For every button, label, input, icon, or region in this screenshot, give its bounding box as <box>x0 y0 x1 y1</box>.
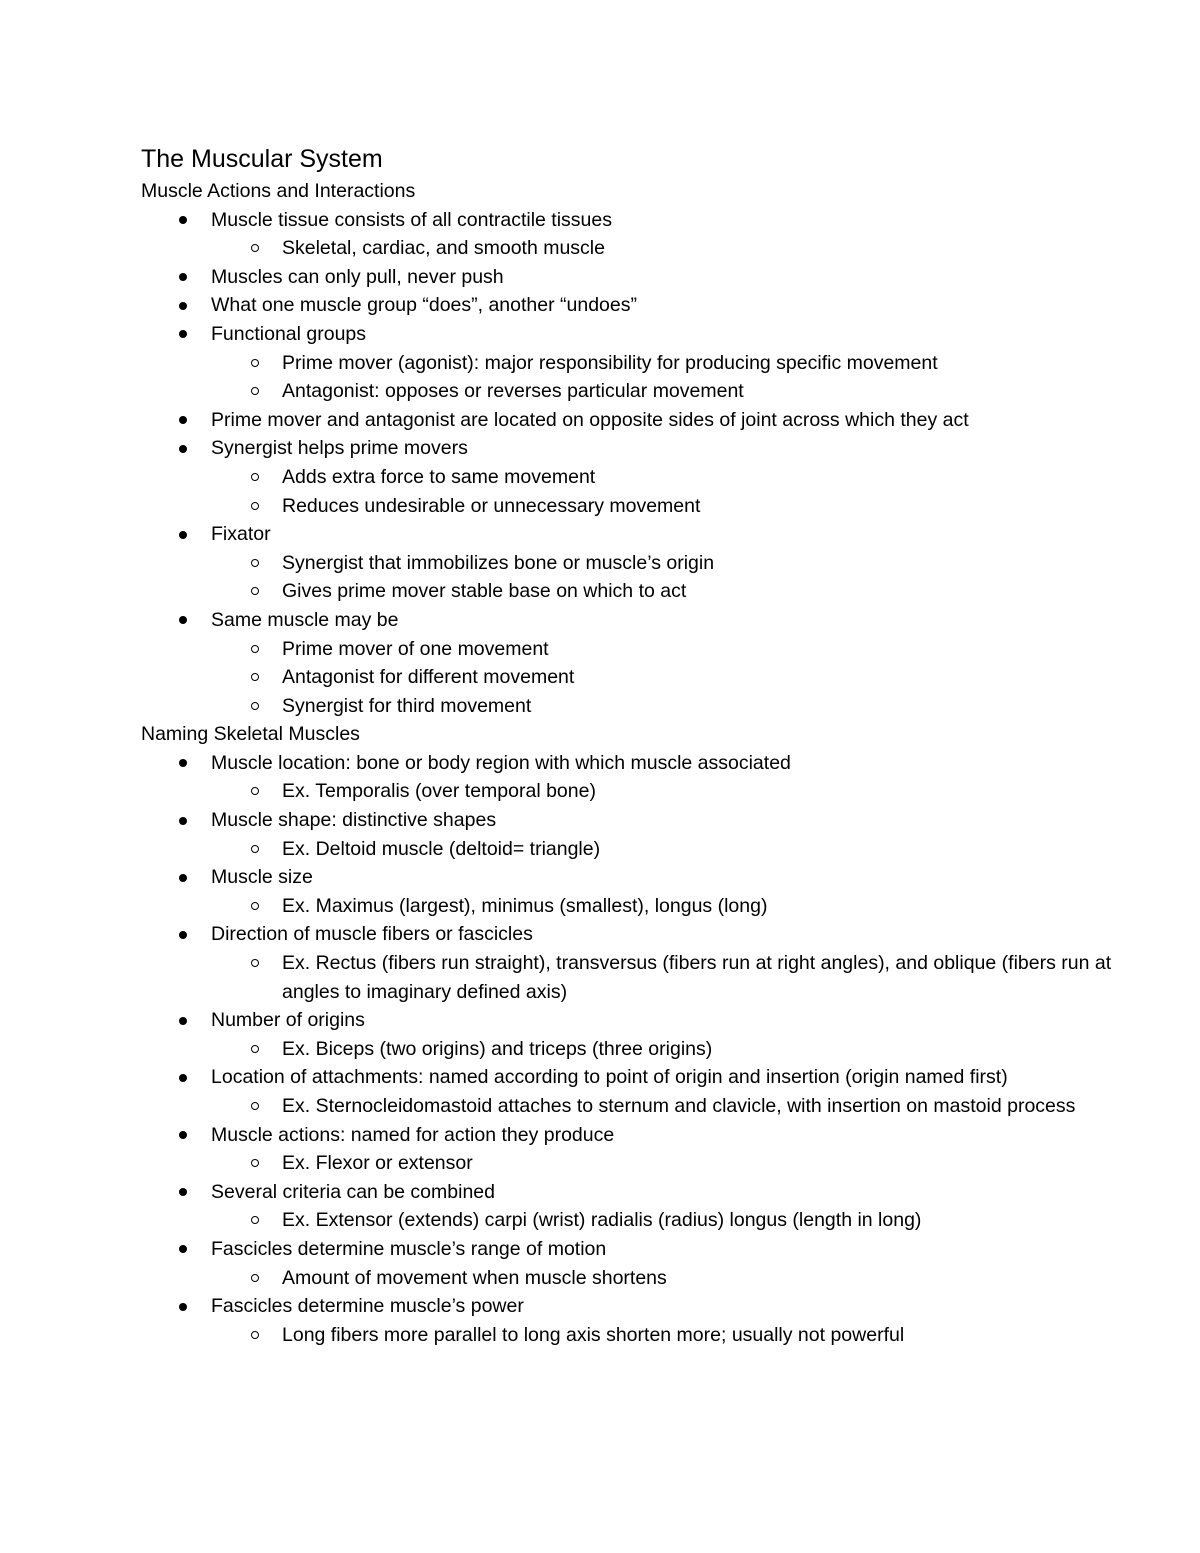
sub-list-item-text: Ex. Temporalis (over temporal bone) <box>282 780 596 803</box>
list-item-text: Muscle tissue consists of all contractile tissues <box>211 208 612 231</box>
sub-bullet-list <box>211 1321 1141 1350</box>
sub-list-item <box>211 1092 1141 1121</box>
hollow-bullet-icon <box>251 845 259 853</box>
sub-list-item-text: Antagonist for different movement <box>282 666 575 689</box>
sub-list-item <box>211 1206 1141 1235</box>
hollow-bullet-icon <box>251 502 259 510</box>
sub-bullet-list <box>211 635 1141 721</box>
section-heading: Muscle Actions and Interactions <box>141 180 416 202</box>
sub-list-item <box>211 1264 1141 1293</box>
list-item-text: Muscle size <box>211 866 313 889</box>
sub-list-item <box>211 1321 1141 1350</box>
list-item-text: Several criteria can be combined <box>211 1180 495 1203</box>
filled-bullet-icon <box>179 874 187 882</box>
sub-bullet-list <box>211 892 1141 921</box>
hollow-bullet-icon <box>251 673 259 681</box>
hollow-bullet-icon <box>251 1216 259 1224</box>
hollow-bullet-icon <box>251 559 259 567</box>
list-item <box>141 520 1141 606</box>
hollow-bullet-icon <box>251 1102 259 1110</box>
hollow-bullet-icon <box>251 244 259 252</box>
hollow-bullet-icon <box>251 1274 259 1282</box>
sub-list-item <box>211 663 1141 692</box>
hollow-bullet-icon <box>251 359 259 367</box>
hollow-bullet-icon <box>251 473 259 481</box>
sub-list-item <box>211 635 1141 664</box>
sub-bullet-list <box>211 835 1141 864</box>
list-item-text: Muscles can only pull, never push <box>211 265 504 288</box>
list-item <box>141 1178 1141 1235</box>
sub-bullet-list <box>211 349 1141 406</box>
filled-bullet-icon <box>179 330 187 338</box>
list-item <box>141 920 1141 1006</box>
filled-bullet-icon <box>179 931 187 939</box>
filled-bullet-icon <box>179 302 187 310</box>
filled-bullet-icon <box>179 531 187 539</box>
bullet-list <box>141 749 1141 1349</box>
sub-bullet-list <box>211 1092 1141 1121</box>
list-item <box>141 1292 1141 1349</box>
hollow-bullet-icon <box>251 902 259 910</box>
list-item <box>141 606 1141 720</box>
list-item <box>141 1006 1141 1063</box>
sub-list-item-text: Amount of movement when muscle shortens <box>282 1266 667 1289</box>
sub-list-item <box>211 377 1141 406</box>
hollow-bullet-icon <box>251 1331 259 1339</box>
list-item-text: Prime mover and antagonist are located on opposite sides of joint across which they act <box>211 408 969 431</box>
bullet-list <box>141 206 1141 721</box>
sub-list-item <box>211 892 1141 921</box>
sub-list-item-text: Ex. Biceps (two origins) and triceps (three origins) <box>282 1037 713 1060</box>
sub-list-item-text: Skeletal, cardiac, and smooth muscle <box>282 237 605 260</box>
sub-list-item <box>211 349 1141 378</box>
filled-bullet-icon <box>179 1188 187 1196</box>
sub-list-item <box>211 692 1141 721</box>
document-body <box>141 177 1141 1349</box>
list-item-text: Same muscle may be <box>211 608 399 631</box>
filled-bullet-icon <box>179 1017 187 1025</box>
sub-list-item <box>211 949 1141 1006</box>
list-item-text: Location of attachments: named according to point of origin and insertion (origin named first) <box>211 1066 1008 1089</box>
hollow-bullet-icon <box>251 959 259 967</box>
list-item <box>141 434 1141 520</box>
filled-bullet-icon <box>179 273 187 281</box>
sub-list-item-text: Long fibers more parallel to long axis shorten more; usually not powerful <box>282 1323 905 1346</box>
filled-bullet-icon <box>179 1245 187 1253</box>
filled-bullet-icon <box>179 216 187 224</box>
sub-list-item <box>211 777 1141 806</box>
list-item <box>141 806 1141 863</box>
list-item-text: Fascicles determine muscle’s power <box>211 1295 524 1318</box>
list-item <box>141 291 1141 320</box>
list-item-text: What one muscle group “does”, another “undoes” <box>211 294 637 317</box>
sub-list-item <box>211 577 1141 606</box>
list-item-text: Muscle shape: distinctive shapes <box>211 809 497 832</box>
list-item-text: Muscle actions: named for action they produce <box>211 1123 615 1146</box>
list-item <box>141 406 1141 435</box>
sub-bullet-list <box>211 949 1141 1006</box>
sub-list-item <box>211 549 1141 578</box>
hollow-bullet-icon <box>251 787 259 795</box>
list-item-text: Direction of muscle fibers or fascicles <box>211 923 533 946</box>
filled-bullet-icon <box>179 759 187 767</box>
sub-bullet-list <box>211 463 1141 520</box>
list-item-text: Functional groups <box>211 322 367 345</box>
sub-bullet-list <box>211 1149 1141 1178</box>
sub-list-item-text: Antagonist: opposes or reverses particular movement <box>282 380 744 403</box>
filled-bullet-icon <box>179 416 187 424</box>
list-item <box>141 1121 1141 1178</box>
filled-bullet-icon <box>179 616 187 624</box>
sub-bullet-list <box>211 549 1141 606</box>
sub-list-item <box>211 492 1141 521</box>
sub-list-item-text: Ex. Flexor or extensor <box>282 1152 473 1175</box>
filled-bullet-icon <box>179 817 187 825</box>
list-item-text: Fixator <box>211 523 271 546</box>
sub-list-item <box>211 1149 1141 1178</box>
list-item-text: Muscle location: bone or body region with which muscle associated <box>211 751 791 774</box>
list-item <box>141 1063 1141 1120</box>
sub-list-item-text: Gives prime mover stable base on which to act <box>282 580 687 603</box>
sub-bullet-list <box>211 1264 1141 1293</box>
document-page <box>141 143 1141 1349</box>
section-heading: Naming Skeletal Muscles <box>141 723 360 746</box>
sub-list-item-text: Synergist for third movement <box>282 694 532 717</box>
list-item <box>141 263 1141 292</box>
list-item-text: Number of origins <box>211 1009 365 1032</box>
sub-list-item-text: Adds extra force to same movement <box>282 465 596 488</box>
list-item-text: Synergist helps prime movers <box>211 437 468 460</box>
hollow-bullet-icon <box>251 645 259 653</box>
sub-list-item-text: Prime mover (agonist): major responsibility for producing specific movement <box>282 351 938 374</box>
hollow-bullet-icon <box>251 587 259 595</box>
sub-list-item-text: Ex. Sternocleidomastoid attaches to sternum and clavicle, with insertion on mastoid process <box>282 1095 1076 1117</box>
sub-bullet-list <box>211 1035 1141 1064</box>
hollow-bullet-icon <box>251 387 259 395</box>
sub-list-item <box>211 234 1141 263</box>
filled-bullet-icon <box>179 1303 187 1311</box>
sub-list-item <box>211 835 1141 864</box>
sub-list-item-text: Ex. Rectus (fibers run straight), transversus (fibers run at right angles), and oblique (fibers run at angles to imaginary defined axis) <box>282 952 1112 1003</box>
filled-bullet-icon <box>179 445 187 453</box>
sub-list-item-text: Ex. Maximus (largest), minimus (smallest), longus (long) <box>282 894 768 917</box>
sub-list-item-text: Ex. Deltoid muscle (deltoid= triangle) <box>282 837 601 860</box>
sub-bullet-list <box>211 1206 1141 1235</box>
sub-list-item-text: Ex. Extensor (extends) carpi (wrist) radialis (radius) longus (length in long) <box>282 1209 922 1232</box>
list-item <box>141 1235 1141 1292</box>
sub-list-item-text: Reduces undesirable or unnecessary movement <box>282 494 701 517</box>
filled-bullet-icon <box>179 1131 187 1139</box>
page-title: The Muscular System <box>141 145 383 173</box>
sub-bullet-list <box>211 234 1141 263</box>
list-item <box>141 749 1141 806</box>
sub-list-item <box>211 463 1141 492</box>
list-item-text: Fascicles determine muscle’s range of motion <box>211 1237 607 1260</box>
hollow-bullet-icon <box>251 1159 259 1167</box>
sub-list-item-text: Prime mover of one movement <box>282 637 549 660</box>
list-item <box>141 206 1141 263</box>
list-item <box>141 863 1141 920</box>
list-item <box>141 320 1141 406</box>
sub-list-item-text: Synergist that immobilizes bone or muscle’s origin <box>282 551 715 574</box>
hollow-bullet-icon <box>251 702 259 710</box>
filled-bullet-icon <box>179 1074 187 1082</box>
hollow-bullet-icon <box>251 1045 259 1053</box>
sub-list-item <box>211 1035 1141 1064</box>
sub-bullet-list <box>211 777 1141 806</box>
